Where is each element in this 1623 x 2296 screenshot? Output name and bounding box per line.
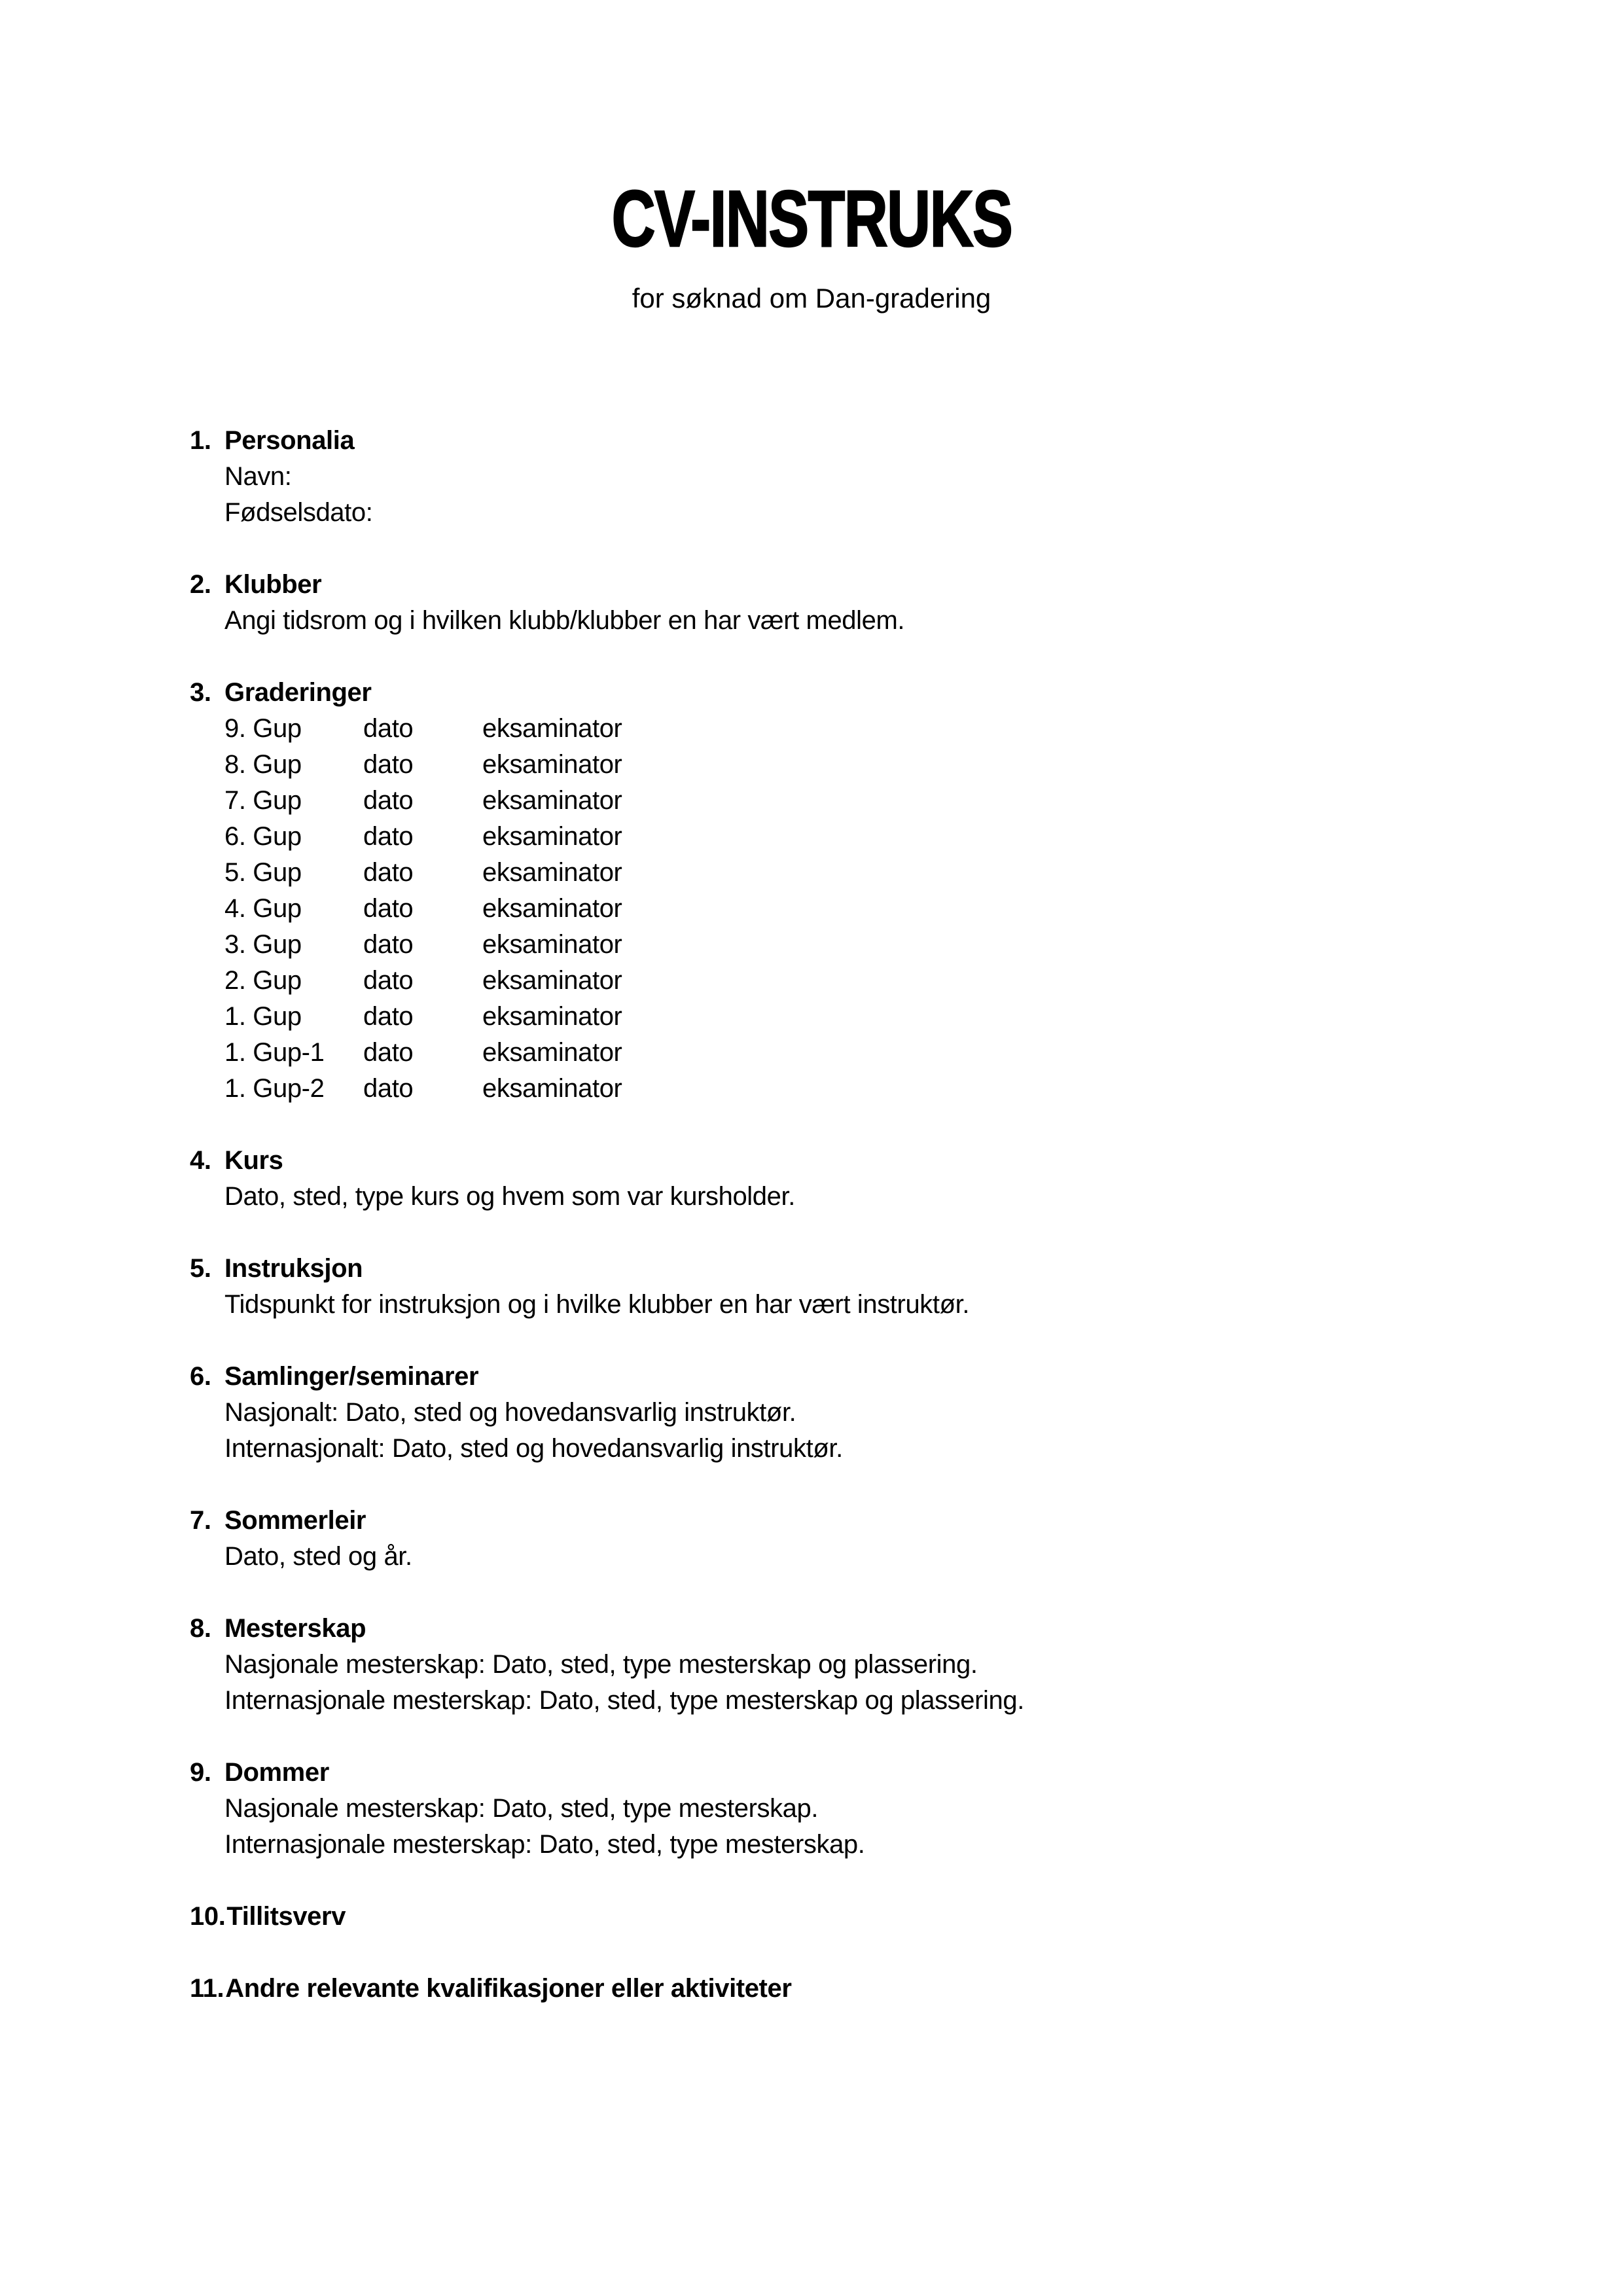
- section-instruksjon: [190, 1251, 1472, 1323]
- gup-grade: 7. Gup: [224, 786, 302, 815]
- gup-grade: 1. Gup: [224, 1002, 302, 1031]
- gup-row: [190, 999, 1472, 1035]
- gup-eksaminator: eksaminator: [482, 1074, 622, 1103]
- section-tillitsverv: [190, 1899, 1472, 1935]
- section-samlinger-seminarer: [190, 1359, 1472, 1467]
- gup-grade: 5. Gup: [224, 858, 302, 887]
- gup-eksaminator: eksaminator: [482, 822, 622, 851]
- section-number: 10.: [190, 1902, 226, 1931]
- section-heading: [190, 1971, 1472, 2007]
- document-header: [0, 174, 1623, 314]
- section-line: Dato, sted og år.: [224, 1542, 412, 1571]
- section-line: Navn:: [224, 462, 292, 491]
- section-title: Instruksjon: [224, 1254, 363, 1283]
- gup-row: [190, 711, 1472, 747]
- gup-row: [190, 1035, 1472, 1071]
- gup-dato: dato: [363, 750, 414, 779]
- gup-dato: dato: [363, 966, 414, 995]
- gup-grade: 2. Gup: [224, 966, 302, 995]
- gup-eksaminator: eksaminator: [482, 714, 622, 743]
- gup-grade: 8. Gup: [224, 750, 302, 779]
- section-line: Angi tidsrom og i hvilken klubb/klubber en har vært medlem.: [224, 606, 905, 635]
- gup-grade: 1. Gup-1: [224, 1038, 325, 1067]
- section-title: Mesterskap: [224, 1614, 366, 1643]
- section-heading: [190, 1359, 1472, 1395]
- section-title: Dommer: [224, 1758, 329, 1787]
- section-heading: [190, 1143, 1472, 1179]
- gup-eksaminator: eksaminator: [482, 894, 622, 923]
- document-subtitle: for søknad om Dan-gradering: [632, 283, 991, 314]
- section-title: Kurs: [224, 1146, 283, 1175]
- section-title: Graderinger: [224, 678, 372, 707]
- section-title: Tillitsverv: [226, 1902, 346, 1931]
- section-sommerleir: [190, 1503, 1472, 1575]
- gup-eksaminator: eksaminator: [482, 1002, 622, 1031]
- gup-eksaminator: eksaminator: [482, 858, 622, 887]
- section-line: Tidspunkt for instruksjon og i hvilke klubber en har vært instruktør.: [224, 1290, 970, 1319]
- gup-row: [190, 927, 1472, 963]
- gup-grade: 6. Gup: [224, 822, 302, 851]
- gup-eksaminator: eksaminator: [482, 966, 622, 995]
- gup-row: [190, 855, 1472, 891]
- section-number: 7.: [190, 1506, 211, 1535]
- document-body: [190, 423, 1472, 2007]
- section-line: Dato, sted, type kurs og hvem som var kursholder.: [224, 1182, 795, 1211]
- section-number: 3.: [190, 678, 211, 707]
- section-heading: [190, 423, 1472, 459]
- section-number: 5.: [190, 1254, 211, 1283]
- section-heading: [190, 567, 1472, 603]
- section-title: Personalia: [224, 426, 355, 455]
- section-line: Internasjonale mesterskap: Dato, sted, type mesterskap og plassering.: [224, 1686, 1024, 1715]
- gup-row: [190, 891, 1472, 927]
- section-graderinger: [190, 675, 1472, 1107]
- section-line: Fødselsdato:: [224, 498, 373, 527]
- gup-eksaminator: eksaminator: [482, 750, 622, 779]
- section-mesterskap: [190, 1611, 1472, 1719]
- gup-grade: 9. Gup: [224, 714, 302, 743]
- section-number: 9.: [190, 1758, 211, 1787]
- section-line: Internasjonale mesterskap: Dato, sted, type mesterskap.: [224, 1830, 865, 1859]
- gup-row: [190, 747, 1472, 783]
- gup-dato: dato: [363, 714, 414, 743]
- gup-eksaminator: eksaminator: [482, 1038, 622, 1067]
- section-kurs: [190, 1143, 1472, 1215]
- section-title: Sommerleir: [224, 1506, 366, 1535]
- gup-dato: dato: [363, 930, 414, 959]
- gup-dato: dato: [363, 894, 414, 923]
- section-heading: [190, 1611, 1472, 1647]
- gup-grade: 1. Gup-2: [224, 1074, 325, 1103]
- section-heading: [190, 1755, 1472, 1791]
- gup-eksaminator: eksaminator: [482, 786, 622, 815]
- section-title: Samlinger/seminarer: [224, 1362, 479, 1391]
- gup-dato: dato: [363, 858, 414, 887]
- gup-dato: dato: [363, 1002, 414, 1031]
- section-personalia: [190, 423, 1472, 531]
- gup-dato: dato: [363, 786, 414, 815]
- section-andre-kvalifikasjoner: [190, 1971, 1472, 2007]
- section-klubber: [190, 567, 1472, 639]
- section-number: 8.: [190, 1614, 211, 1643]
- document-title: CV-INSTRUKS: [611, 174, 1012, 263]
- section-number: 2.: [190, 570, 211, 599]
- section-heading: [190, 1503, 1472, 1539]
- gup-row: [190, 963, 1472, 999]
- gup-dato: dato: [363, 822, 414, 851]
- section-number: 1.: [190, 426, 211, 455]
- section-title: Andre relevante kvalifikasjoner eller aktiviteter: [225, 1974, 792, 2003]
- gup-row: [190, 1071, 1472, 1107]
- section-heading: [190, 1899, 1472, 1935]
- section-dommer: [190, 1755, 1472, 1863]
- gup-row: [190, 819, 1472, 855]
- section-line: Nasjonale mesterskap: Dato, sted, type mesterskap og plassering.: [224, 1650, 978, 1679]
- gup-eksaminator: eksaminator: [482, 930, 622, 959]
- gup-dato: dato: [363, 1074, 414, 1103]
- section-line: Nasjonalt: Dato, sted og hovedansvarlig instruktør.: [224, 1398, 796, 1427]
- section-line: Internasjonalt: Dato, sted og hovedansvarlig instruktør.: [224, 1434, 843, 1463]
- section-number: 6.: [190, 1362, 211, 1391]
- section-line: Nasjonale mesterskap: Dato, sted, type mesterskap.: [224, 1794, 819, 1823]
- gup-row: [190, 783, 1472, 819]
- section-title: Klubber: [224, 570, 322, 599]
- section-number: 11.: [190, 1974, 224, 2003]
- gup-grade: 3. Gup: [224, 930, 302, 959]
- gup-grade: 4. Gup: [224, 894, 302, 923]
- gup-dato: dato: [363, 1038, 414, 1067]
- section-heading: [190, 675, 1472, 711]
- section-number: 4.: [190, 1146, 211, 1175]
- section-heading: [190, 1251, 1472, 1287]
- gup-table: [190, 711, 1472, 1107]
